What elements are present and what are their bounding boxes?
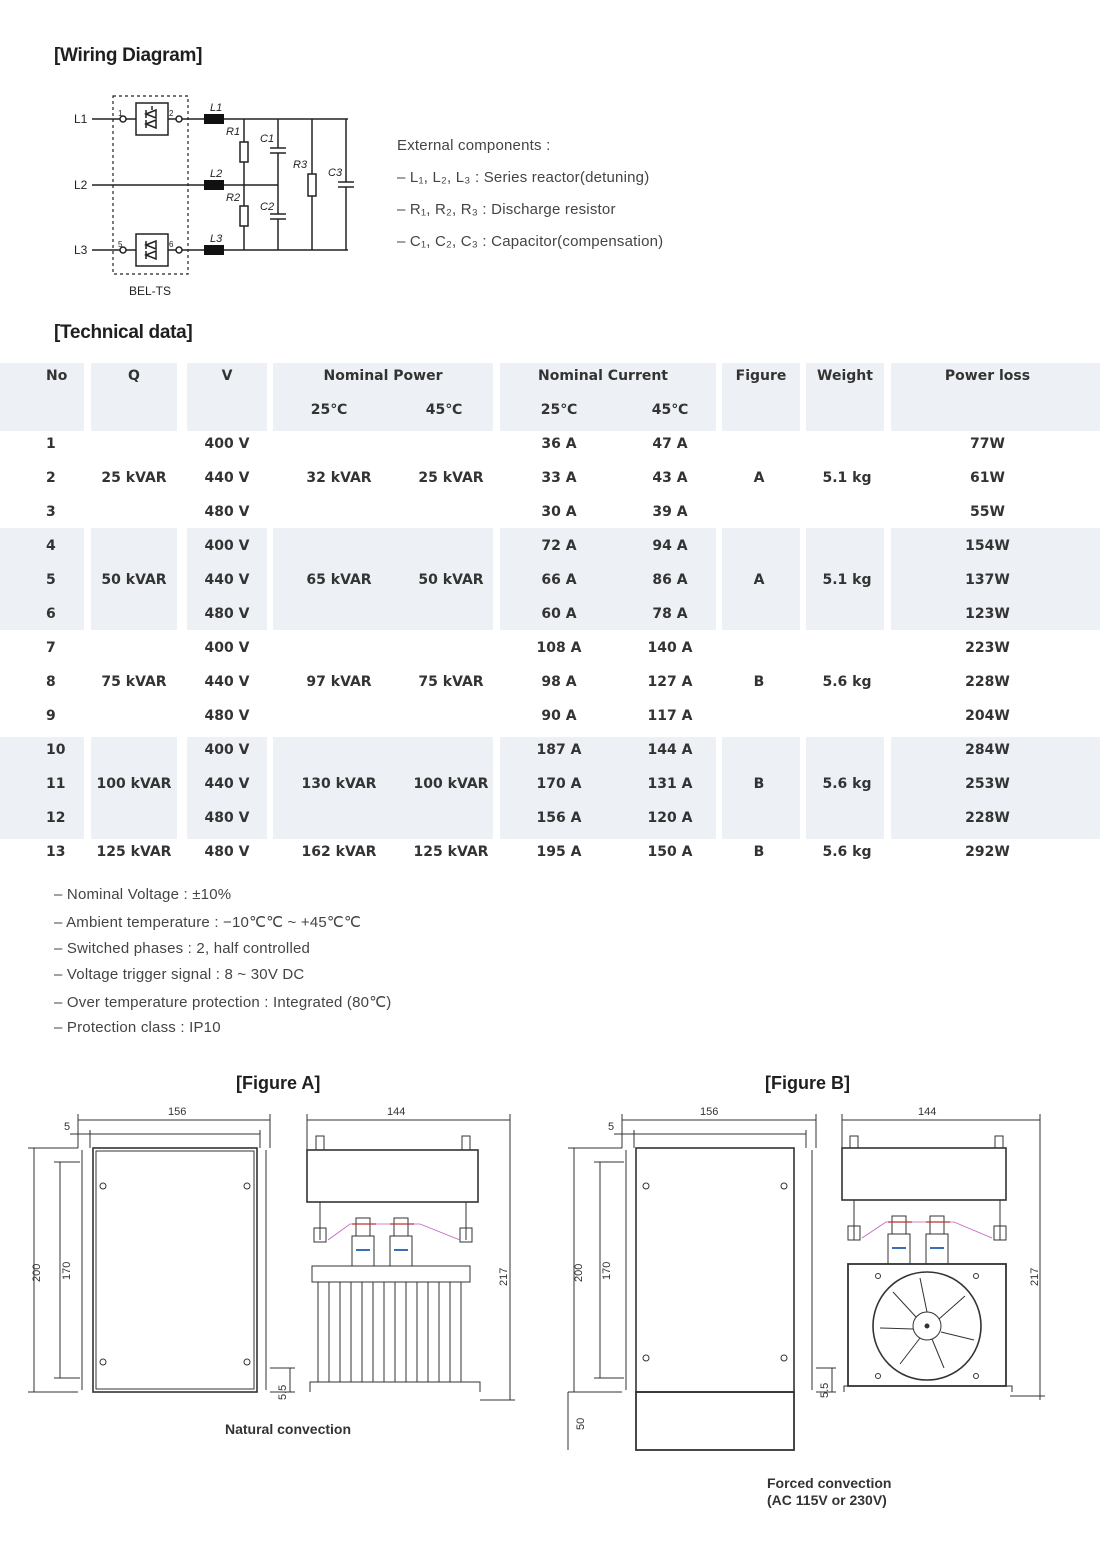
header-power-25c: 25℃: [310, 402, 348, 418]
row-current-45c: 78 A: [652, 606, 688, 622]
note-nominal-voltage: – Nominal Voltage : ±10%: [54, 886, 232, 903]
row-current-25c: 60 A: [541, 606, 577, 622]
dim-depth-a: 144: [387, 1106, 406, 1118]
dim-inner-b: 170: [601, 1261, 613, 1280]
terminal-2: 2: [169, 109, 174, 118]
header-current-25c: 25℃: [540, 402, 578, 418]
note-over-temperature: – Over temperature protection : Integrated (80℃): [54, 994, 392, 1011]
row-power-loss: 154W: [965, 538, 1010, 554]
group-power-25c: 32 kVAR: [306, 470, 372, 486]
header-current-45c: 45℃: [651, 402, 689, 418]
group-weight: 5.6 kg: [822, 844, 872, 860]
row-no: 10: [46, 742, 66, 758]
row-current-25c: 90 A: [541, 708, 577, 724]
capacitor-label-2: C2: [260, 201, 275, 213]
group-power-45c: 125 kVAR: [413, 844, 489, 860]
group-weight: 5.1 kg: [822, 572, 872, 588]
row-no: 2: [46, 470, 56, 486]
row-power-loss: 204W: [965, 708, 1010, 724]
table-row: [0, 631, 1100, 665]
row-power-loss: 228W: [965, 810, 1010, 826]
dim-inner-a: 170: [61, 1261, 73, 1280]
reactor-label-3: L3: [210, 233, 223, 245]
row-current-45c: 39 A: [652, 504, 688, 520]
dim-total-a: 217: [498, 1267, 510, 1286]
group-q: 50 kVAR: [101, 572, 167, 588]
line-label-l2: L2: [74, 178, 88, 192]
row-voltage: 480 V: [204, 504, 250, 520]
dim-height-a: 200: [31, 1263, 43, 1282]
row-no: 9: [46, 708, 56, 724]
row-current-45c: 43 A: [652, 470, 688, 486]
group-figure: A: [753, 470, 765, 486]
row-voltage: 400 V: [204, 640, 250, 656]
dim-width-b: 156: [700, 1106, 719, 1118]
table-header-row: [0, 359, 1100, 393]
row-no: 1: [46, 436, 56, 452]
row-current-25c: 33 A: [541, 470, 577, 486]
group-power-25c: 65 kVAR: [306, 572, 372, 588]
external-component-capacitor: – C₁, C₂, C₃ : Capacitor(compensation): [397, 233, 664, 250]
header-no: No: [46, 368, 68, 384]
group-power-25c: 130 kVAR: [301, 776, 377, 792]
group-power-45c: 100 kVAR: [413, 776, 489, 792]
row-no: 8: [46, 674, 56, 690]
technical-data-title: [Technical data]: [54, 322, 193, 343]
terminal-6: 6: [169, 240, 174, 249]
row-current-25c: 195 A: [536, 844, 582, 860]
group-weight: 5.1 kg: [822, 470, 872, 486]
terminal-1: 1: [118, 109, 123, 118]
header-q: Q: [128, 368, 140, 384]
capacitor-label-3: C3: [328, 167, 343, 179]
row-no: 3: [46, 504, 56, 520]
figure-a-caption: Natural convection: [225, 1421, 352, 1437]
dim-depth-b: 144: [918, 1106, 937, 1118]
row-voltage: 440 V: [204, 674, 250, 690]
row-current-25c: 108 A: [536, 640, 582, 656]
row-current-45c: 117 A: [647, 708, 693, 724]
row-voltage: 400 V: [204, 436, 250, 452]
row-no: 11: [46, 776, 66, 792]
row-current-45c: 86 A: [652, 572, 688, 588]
header-power-45c: 45℃: [425, 402, 463, 418]
resistor-label-3: R3: [293, 159, 308, 171]
row-voltage: 400 V: [204, 538, 250, 554]
dim-total-b: 217: [1029, 1267, 1041, 1286]
line-label-l3: L3: [74, 243, 88, 257]
resistor-label-2: R2: [226, 192, 241, 204]
group-power-25c: 97 kVAR: [306, 674, 372, 690]
row-voltage: 480 V: [204, 606, 250, 622]
header-weight: Weight: [817, 368, 873, 384]
reactor-label-2: L2: [210, 168, 223, 180]
row-power-loss: 253W: [965, 776, 1010, 792]
table-row: [0, 699, 1100, 733]
row-current-25c: 156 A: [536, 810, 582, 826]
figure-b-caption-line1: Forced convection: [767, 1475, 892, 1491]
row-current-45c: 47 A: [652, 436, 688, 452]
row-power-loss: 223W: [965, 640, 1010, 656]
dim-gap-b: 5: [608, 1121, 615, 1133]
header-nominal-current: Nominal Current: [537, 368, 668, 384]
dim-foot-a: 5.5: [277, 1384, 289, 1400]
row-no: 7: [46, 640, 56, 656]
row-current-25c: 98 A: [541, 674, 577, 690]
group-weight: 5.6 kg: [822, 776, 872, 792]
row-voltage: 480 V: [204, 810, 250, 826]
figure-a-title: [Figure A]: [236, 1073, 321, 1093]
figure-b-caption-line2: (AC 115V or 230V): [767, 1492, 887, 1508]
row-power-loss: 284W: [965, 742, 1010, 758]
dim-gap-a: 5: [64, 1121, 71, 1133]
figure-b-title: [Figure B]: [765, 1073, 850, 1093]
row-current-25c: 30 A: [541, 504, 577, 520]
resistor-label-1: R1: [226, 126, 241, 138]
row-power-loss: 61W: [970, 470, 1005, 486]
row-current-25c: 170 A: [536, 776, 582, 792]
note-ambient-temperature: – Ambient temperature : −10℃℃ ~ +45℃℃: [54, 914, 362, 931]
row-current-45c: 140 A: [647, 640, 693, 656]
external-component-reactor: – L₁, L₂, L₃ : Series reactor(detuning): [397, 169, 650, 186]
row-current-25c: 66 A: [541, 572, 577, 588]
group-figure: A: [753, 572, 765, 588]
external-components-heading: External components :: [397, 137, 551, 154]
row-voltage: 480 V: [204, 844, 250, 860]
dim-foot-b: 5.5: [819, 1382, 831, 1398]
row-no: 6: [46, 606, 56, 622]
dim-width-a: 156: [168, 1106, 187, 1118]
row-no: 5: [46, 572, 56, 588]
group-q: 25 kVAR: [101, 470, 167, 486]
capacitor-label-1: C1: [260, 133, 275, 145]
row-power-loss: 137W: [965, 572, 1010, 588]
row-no: 13: [46, 844, 66, 860]
table-row: [0, 801, 1100, 835]
group-figure: B: [753, 776, 765, 792]
line-label-l1: L1: [74, 112, 88, 126]
row-current-45c: 127 A: [647, 674, 693, 690]
header-nominal-power: Nominal Power: [323, 368, 443, 384]
dim-height-b: 200: [573, 1263, 585, 1282]
row-power-loss: 228W: [965, 674, 1010, 690]
row-current-25c: 36 A: [541, 436, 577, 452]
row-current-25c: 72 A: [541, 538, 577, 554]
device-label: BEL-TS: [129, 284, 172, 298]
row-current-45c: 150 A: [647, 844, 693, 860]
row-power-loss: 55W: [970, 504, 1005, 520]
group-power-25c: 162 kVAR: [301, 844, 377, 860]
row-power-loss: 77W: [970, 436, 1005, 452]
row-voltage: 480 V: [204, 708, 250, 724]
note-trigger-signal: – Voltage trigger signal : 8 ~ 30V DC: [54, 966, 305, 983]
terminal-5: 5: [118, 240, 123, 249]
table-row: [0, 733, 1100, 767]
row-current-45c: 144 A: [647, 742, 693, 758]
group-power-45c: 50 kVAR: [418, 572, 484, 588]
row-voltage: 440 V: [204, 572, 250, 588]
group-weight: 5.6 kg: [822, 674, 872, 690]
row-power-loss: 292W: [965, 844, 1010, 860]
dim-fan-b: 50: [575, 1417, 587, 1430]
row-power-loss: 123W: [965, 606, 1010, 622]
header-v: V: [221, 368, 233, 384]
wiring-diagram: [66, 88, 366, 303]
table-row: [0, 427, 1100, 461]
group-figure: B: [753, 674, 765, 690]
group-q: 125 kVAR: [96, 844, 172, 860]
external-component-resistor: – R₁, R₂, R₃ : Discharge resistor: [397, 201, 616, 218]
row-no: 4: [46, 538, 56, 554]
reactor-label-1: L1: [210, 102, 223, 114]
group-q: 100 kVAR: [96, 776, 172, 792]
row-current-45c: 131 A: [647, 776, 693, 792]
note-protection-class: – Protection class : IP10: [54, 1019, 221, 1036]
row-voltage: 400 V: [204, 742, 250, 758]
row-no: 12: [46, 810, 66, 826]
row-voltage: 440 V: [204, 776, 250, 792]
row-current-45c: 94 A: [652, 538, 688, 554]
note-switched-phases: – Switched phases : 2, half controlled: [54, 940, 311, 957]
group-figure: B: [753, 844, 765, 860]
group-power-45c: 75 kVAR: [418, 674, 484, 690]
figure-a-drawing: [20, 1100, 530, 1410]
group-q: 75 kVAR: [101, 674, 167, 690]
table-subheader-row: [0, 393, 1100, 427]
group-power-45c: 25 kVAR: [418, 470, 484, 486]
figure-b-drawing: [560, 1100, 1080, 1460]
wiring-diagram-title: [Wiring Diagram]: [54, 45, 203, 66]
row-current-45c: 120 A: [647, 810, 693, 826]
table-row: [0, 529, 1100, 563]
header-figure: Figure: [735, 368, 787, 384]
table-row: [0, 597, 1100, 631]
row-current-25c: 187 A: [536, 742, 582, 758]
table-row: [0, 495, 1100, 529]
row-voltage: 440 V: [204, 470, 250, 486]
header-power-loss: Power loss: [944, 368, 1031, 384]
